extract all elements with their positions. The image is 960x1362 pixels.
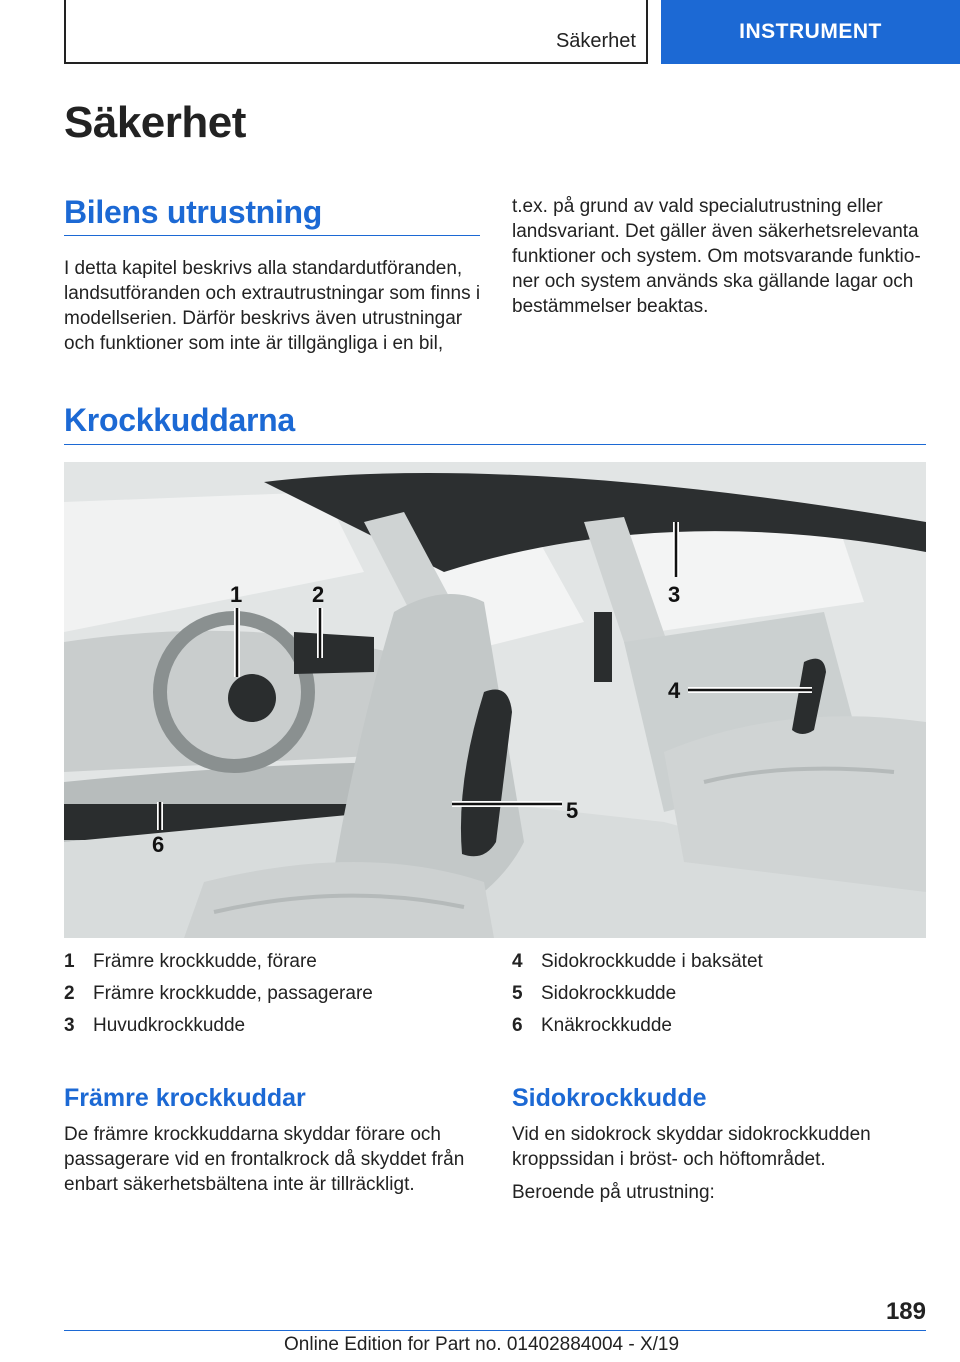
side-airbag-equipment-note: Beroende på utrustning: (512, 1182, 715, 1203)
callout-5: 5 (566, 798, 579, 823)
equipment-paragraph-left: I detta kapitel beskrivs alla standardutföranden, landsutföranden och extrautrustningar som finns i modellserien. Därför beskrivs även utrustningar och funktioner som inte är tillgängliga i en bil, (64, 258, 481, 354)
legend-label: Främre krockkudde, passagerare (93, 983, 373, 1004)
callout-3: 3 (668, 582, 681, 607)
callout-4: 4 (668, 678, 681, 703)
page-title: Säkerhet (64, 98, 246, 147)
legend-item (512, 1010, 763, 1042)
page-number: 189 (885, 1298, 926, 1325)
legend-number: 3 (64, 1015, 75, 1036)
equipment-heading: Bilens utrustning (64, 194, 323, 230)
car-interior-illustration (64, 462, 926, 938)
legend-number: 5 (512, 983, 523, 1004)
airbag-figure (64, 462, 926, 938)
legend-right (512, 946, 763, 1042)
legend-left (64, 946, 373, 1042)
airbags-heading: Krockkuddarna (64, 402, 295, 438)
callout-2: 2 (312, 582, 325, 607)
legend-item (64, 1010, 373, 1042)
legend-number: 4 (512, 951, 523, 972)
legend-number: 2 (64, 983, 75, 1004)
front-airbags-heading: Främre krockkuddar (64, 1084, 306, 1112)
footer-rule (64, 1330, 926, 1331)
legend-label: Sidokrockkudde i baksätet (541, 951, 763, 972)
legend-number: 1 (64, 951, 75, 972)
header-section-label: Säkerhet (555, 30, 636, 52)
front-airbags-text: De främre krockkuddarna skyddar förare och passagerare vid en frontalkrock då skyddet från enbart säkerhetsbältena inte är tillräckligt. (64, 1124, 465, 1195)
legend-label: Knäkrockkudde (541, 1015, 672, 1036)
callout-1: 1 (230, 582, 243, 607)
equipment-heading-rule (64, 235, 480, 236)
header-chapter-tab[interactable]: INSTRUMENT (661, 0, 960, 64)
legend-item (64, 946, 373, 978)
airbags-heading-rule (64, 444, 926, 445)
head-airbag-module (594, 612, 612, 682)
equipment-paragraph-right: t.ex. på grund av vald specialutrustning eller landsvariant. Det gäller även säkerhetsrelevanta funktioner och system. Om motsvarande funktio-ner och system används ska gällande lagar och bestämmelser beaktas. (512, 196, 921, 317)
legend-label: Främre krockkudde, förare (93, 951, 317, 972)
callout-6: 6 (152, 832, 165, 857)
passenger-airbag (294, 632, 374, 674)
driver-airbag (228, 674, 276, 722)
legend-item (512, 946, 763, 978)
legend-label: Huvudkrockkudde (93, 1015, 246, 1036)
footer-edition: Online Edition for Part no. 01402884004 - X/19 (284, 1334, 680, 1355)
legend-number: 6 (512, 1015, 523, 1036)
legend-item (64, 978, 373, 1010)
legend-label: Sidokrockkudde (541, 983, 677, 1004)
side-airbag-heading: Sidokrockkudde (512, 1084, 707, 1112)
legend-item (512, 978, 763, 1010)
side-airbag-text: Vid en sidokrock skyddar sidokrockkudden kroppssidan i bröst- och höftområdet. (512, 1124, 871, 1170)
